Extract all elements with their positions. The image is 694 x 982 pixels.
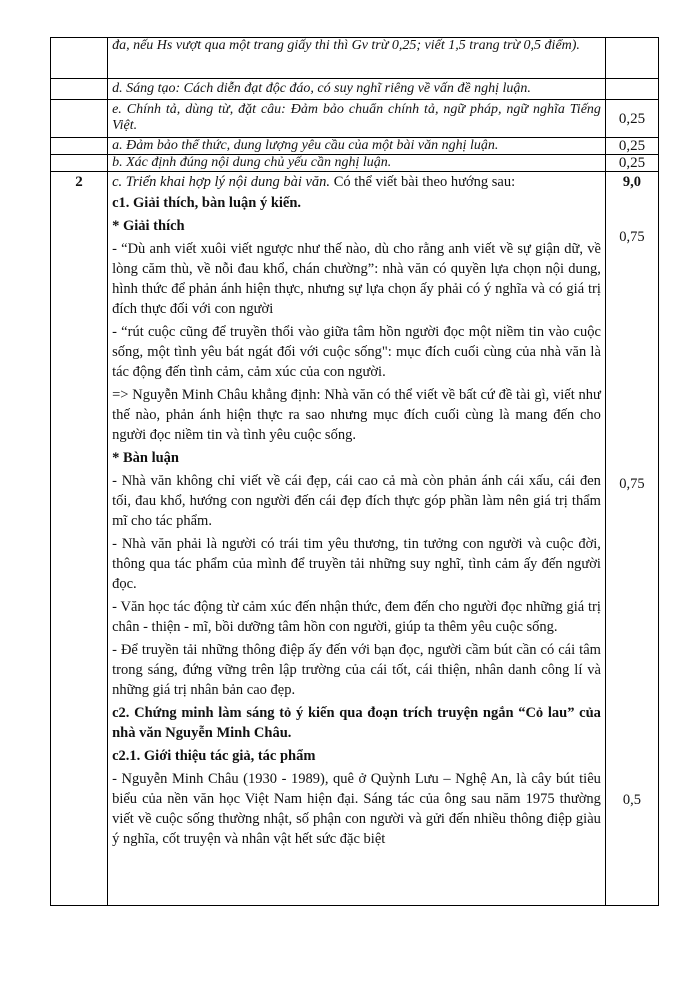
score-giai-thich: 0,75 [619,229,645,245]
question-number: 2 [51,172,108,906]
score-cell: 0,25 [605,155,658,172]
criterion-text: e. Chính tả, dùng từ, đặt câu: Đảm bảo chuẩn chính tả, ngữ pháp, ngữ nghĩa Tiếng Việt. [108,100,606,138]
intro-rest: Có thể viết bài theo hướng sau: [330,174,516,190]
paragraph: - Nguyễn Minh Châu (1930 - 1989), quê ở Quỳnh Lưu – Nghệ An, là cây bút tiêu biểu của nền văn học Việt Nam hiện đại. Sáng tác của ông sau năm 1975 thường viết về cuộc sống thường nhật, số phận con người và gửi đến nhiều thông điệp giàu ý nghĩa, cốt truyện và nhân vật hết sức đặc biệt [112,771,601,847]
grading-table [50,37,659,906]
paragraph: - “rút cuộc cũng để truyền thổi vào giữa tâm hồn người đọc một niềm tin vào cuộc sống, một tình yêu bát ngát đối với cuộc sống": mục đích cuối cùng của nhà văn là tác động đến tình cảm, cảm xúc của con người. [112,324,601,380]
c21-heading: c2.1. Giới thiệu tác giả, tác phẩm [112,748,316,764]
score-c21: 0,5 [622,792,642,808]
intro-italic: c. Triển khai hợp lý nội dung bài văn. [112,174,331,190]
criterion-text: đa, nếu Hs vượt qua một trang giấy thi thì Gv trừ 0,25; viết 1,5 trang trừ 0,5 điểm). [108,38,606,79]
paragraph: - Nhà văn không chỉ viết về cái đẹp, cái cao cả mà còn phản ánh cái xấu, cái đen tối, đau khổ, hướng con người đến cái đẹp đích thực góp phần làm nên giá trị thẩm mĩ cho tác phẩm. [112,473,601,529]
paragraph: - Để truyền tải những thông điệp ấy đến với bạn đọc, người cầm bút cần có cái tâm trong sáng, đứng vững trên lập trường của cái tốt, cái thiện, nhân danh công lí và những giá trị nhân bản cao đẹp. [112,642,601,698]
c2-heading: c2. Chứng minh làm sáng tỏ ý kiến qua đoạn trích truyện ngắn “Cỏ lau” của nhà văn Nguyễn Minh Châu. [112,705,601,741]
question-content [108,172,606,906]
score-cell: 0,25 [605,100,658,138]
ban-luan-heading: * Bàn luận [112,450,179,466]
score-ban-luan: 0,75 [619,476,645,492]
score-column [605,172,658,906]
number-cell [51,79,108,100]
score-cell [605,38,658,79]
number-cell [51,38,108,79]
criterion-text: d. Sáng tạo: Cách diễn đạt độc đáo, có suy nghĩ riêng về vấn đề nghị luận. [108,79,606,100]
criterion-text: a. Đảm bảo thể thức, dung lượng yêu cầu của một bài văn nghị luận. [108,138,606,155]
score-cell: 0,25 [605,138,658,155]
paragraph: - Văn học tác động từ cảm xúc đến nhận thức, đem đến cho người đọc những giá trị chân - thiện - mĩ, bồi dưỡng tâm hồn con người, giúp ta thêm yêu cuộc sống. [112,599,601,635]
criterion-text: b. Xác định đúng nội dung chủ yếu cần nghị luận. [108,155,606,172]
score-cell [605,79,658,100]
paragraph: - “Dù anh viết xuôi viết ngược như thế nào, dù cho rằng anh viết về sự giận dữ, về lòng căm thù, về nỗi đau khổ, chán chường”: nhà văn có quyền lựa chọn nội dung, hình thức để phản ánh hiện thực, nhưng sự lựa chọn ấy phải có ý nghĩa và có giá trị đích thực đối với con người [112,241,601,317]
paragraph: - Nhà văn phải là người có trái tim yêu thương, tin tưởng con người và cuộc đời, thông qua tác phẩm của mình để truyền tải những suy nghĩ, tình cảm ấy đến người đọc. [112,536,601,592]
giai-thich-heading: * Giải thích [112,218,185,234]
score-total: 9,0 [622,174,642,190]
number-cell [51,138,108,155]
paragraph: => Nguyễn Minh Châu khẳng định: Nhà văn có thể viết về bất cứ đề tài gì, viết như thế nào, phản ánh hiện thực ra sao nhưng mục đích cuối cùng là mang đến cho người đọc niềm tin và tình yêu cuộc sống. [112,387,601,443]
number-cell [51,100,108,138]
number-cell [51,155,108,172]
c1-heading: c1. Giải thích, bàn luận ý kiến. [112,195,302,211]
